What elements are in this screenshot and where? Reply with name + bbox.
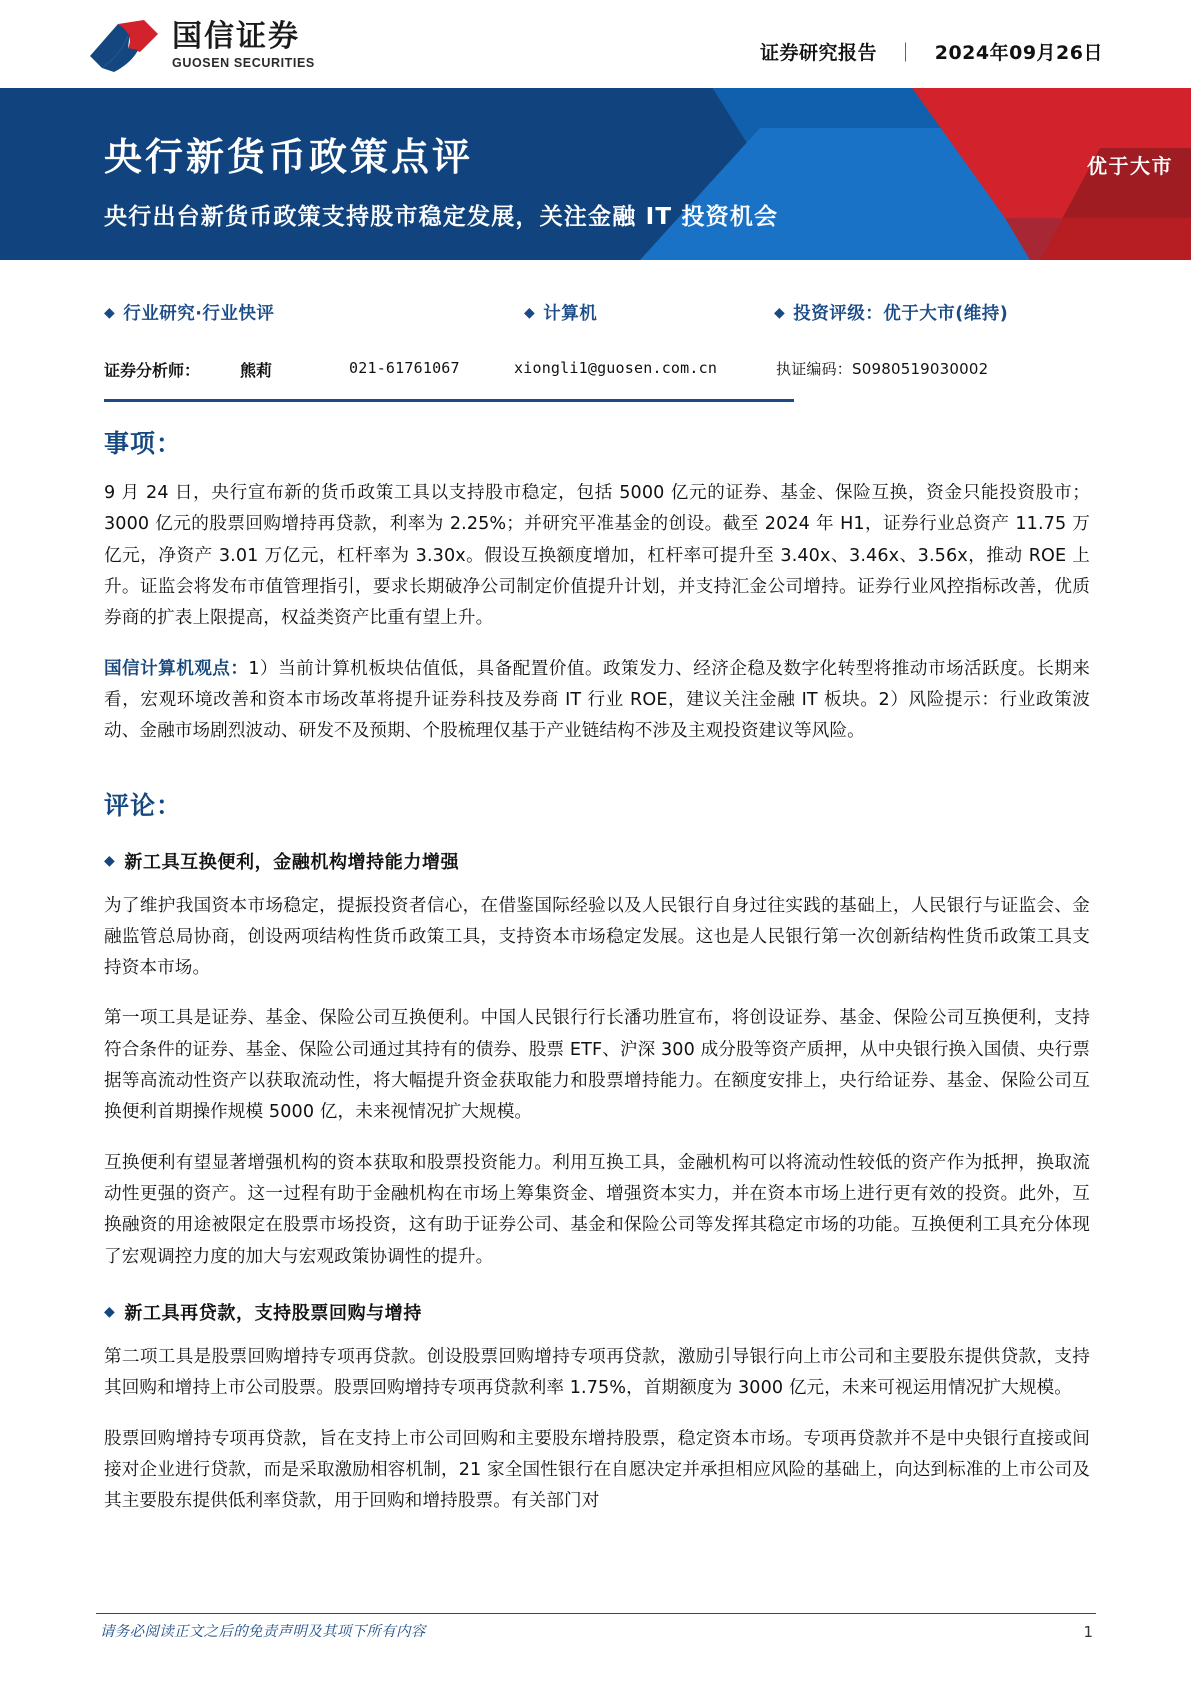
diamond-bullet-icon: ◆	[104, 1303, 116, 1320]
analyst-phone[interactable]: 021-61761067	[349, 359, 460, 377]
report-meta	[760, 38, 1103, 65]
diamond-bullet-icon: ◆	[104, 304, 116, 321]
logo-chinese-name: 国信证券	[172, 19, 300, 55]
viewpoint-paragraph	[104, 654, 1090, 748]
report-date: 2024年09月26日	[934, 42, 1103, 64]
footer-disclaimer: 请务必阅读正文之后的免责声明及其项下所有内容	[100, 1624, 426, 1640]
rating-badge: 优于大市	[1087, 154, 1173, 178]
matters-paragraph: 9 月 24 日，央行宣布新的货币政策工具以支持股市稳定，包括 5000 亿元的证券、基金、保险互换，资金只能投资股市；3000 亿元的股票回购增持再贷款，利率为 2.25%；并研究平准基金的创设。截至 2024 年 H1，证券行业总资产 11.75 万亿元，净资产 3.01 万亿元，杠杆率为 3.30x。假设互换额度增加，杠杆率可提升至 3.40x、3.46x、3.56x，推动 ROE 上升。证监会将发布市值管理指引，要求长期破净公司制定价值提升计划，并支持汇金公司增持。证券行业风控指标改善，优质券商的扩表上限提高，权益类资产比重有望上升。	[104, 483, 1090, 629]
page-subtitle: 央行出台新货币政策支持股市稳定发展，关注金融 IT 投资机会	[104, 204, 779, 230]
subsection-1-paragraph-3: 互换便利有望显著增强机构的资本获取和股票投资能力。利用互换工具，金融机构可以将流动性较低的资产作为抵押，换取流动性更强的资产。这一过程有助于金融机构在市场上筹集资金、增强资本实力，并在资本市场上进行更有效的投资。此外，互换融资的用途被限定在股票市场投资，这有助于证券公司、基金和保险公司等发挥其稳定市场的功能。互换便利工具充分体现了宏观调控力度的加大与宏观政策协调性的提升。	[104, 1152, 1090, 1267]
subsection-1-paragraph-1: 为了维护我国资本市场稳定，提振投资者信心，在借鉴国际经验以及人民银行自身过往实践的基础上，人民银行与证监会、金融监管总局协商，创设两项结构性货币政策工具，支持资本市场稳定发展。这也是人民银行第一次创新结构性货币政策工具支持资本市场。	[104, 895, 1090, 979]
analyst-email[interactable]: xiongli1@guosen.com.cn	[514, 359, 718, 377]
meta-category-label: 行业研究·行业快评	[123, 304, 275, 324]
analyst-certificate-number: 执证编码：S0980519030002	[776, 360, 989, 378]
header-divider	[104, 399, 794, 402]
diamond-bullet-icon: ◆	[104, 852, 116, 869]
company-logo	[88, 18, 315, 74]
meta-separator: ｜	[896, 42, 916, 64]
subsection-heading-1	[104, 848, 1090, 874]
meta-industry-label: 计算机	[543, 304, 598, 324]
report-type-label: 证券研究报告	[759, 42, 877, 64]
section-heading-matters: 事项：	[104, 429, 183, 458]
page-number: 1	[1083, 1623, 1093, 1641]
meta-rating	[774, 300, 1104, 325]
subsection-1-paragraph-2: 第一项工具是证券、基金、保险公司互换便利。中国人民银行行长潘功胜宣布，将创设证券、基金、保险公司互换便利，支持符合条件的证券、基金、保险公司通过其持有的债券、股票 ETF、沪深 300 成分股等资产质押，从中央银行换入国债、央行票据等高流动性资产以获取流动性，将大幅提升资金获取能力和股票增持能力。在额度安排上，央行给证券、基金、保险公司互换便利首期操作规模 5000 亿，未来视情况扩大规模。	[104, 1008, 1090, 1123]
subsection-1-title: 新工具互换便利，金融机构增持能力增强	[124, 851, 460, 873]
viewpoint-body: 1）当前计算机板块估值低，具备配置价值。政策发力、经济企稳及数字化转型将推动市场活跃度。长期来看，宏观环境改善和资本市场改革将提升证券科技及券商 IT 行业 ROE，建议关注金融 IT 板块。2）风险提示：行业政策波动、金融市场剧烈波动、研发不及预期、个股梳理仅基于产业链结构不涉及主观投资建议等风险。	[104, 658, 1090, 742]
diamond-bullet-icon: ◆	[774, 304, 786, 321]
title-banner	[0, 88, 1191, 260]
guosen-logo-icon	[88, 18, 162, 74]
analyst-name: 熊莉	[240, 361, 273, 380]
meta-row	[104, 300, 1104, 325]
diamond-bullet-icon: ◆	[524, 304, 536, 321]
analyst-label: 证券分析师：	[104, 361, 201, 380]
page-title: 央行新货币政策点评	[104, 135, 474, 179]
meta-rating-label: 投资评级：优于大市(维持)	[793, 304, 1009, 324]
subsection-2-title: 新工具再贷款，支持股票回购与增持	[124, 1302, 422, 1324]
report-body	[104, 424, 1090, 1518]
meta-category	[104, 300, 524, 325]
subsection-2-paragraph-1: 第二项工具是股票回购增持专项再贷款。创设股票回购增持专项再贷款，激励引导银行向上市公司和主要股东提供贷款，支持其回购和增持上市公司股票。股票回购增持专项再贷款利率 1.75%，首期额度为 3000 亿元，未来可视运用情况扩大规模。	[104, 1346, 1090, 1399]
meta-industry	[524, 300, 774, 325]
subsection-heading-2	[104, 1299, 1090, 1325]
viewpoint-label: 国信计算机观点：	[104, 658, 249, 679]
footer-divider	[96, 1613, 1096, 1615]
subsection-2-paragraph-2: 股票回购增持专项再贷款，旨在支持上市公司回购和主要股东增持股票，稳定资本市场。专项再贷款并不是中央银行直接或间接对企业进行贷款，而是采取激励相容机制，21 家全国性银行在自愿决定并承担相应风险的基础上，向达到标准的上市公司及其主要股东提供低利率贷款，用于回购和增持股票。有关部门对	[104, 1428, 1090, 1512]
logo-english-name: GUOSEN SECURITIES	[172, 56, 315, 71]
section-heading-comments: 评论：	[104, 790, 183, 820]
page-header	[0, 0, 1191, 88]
